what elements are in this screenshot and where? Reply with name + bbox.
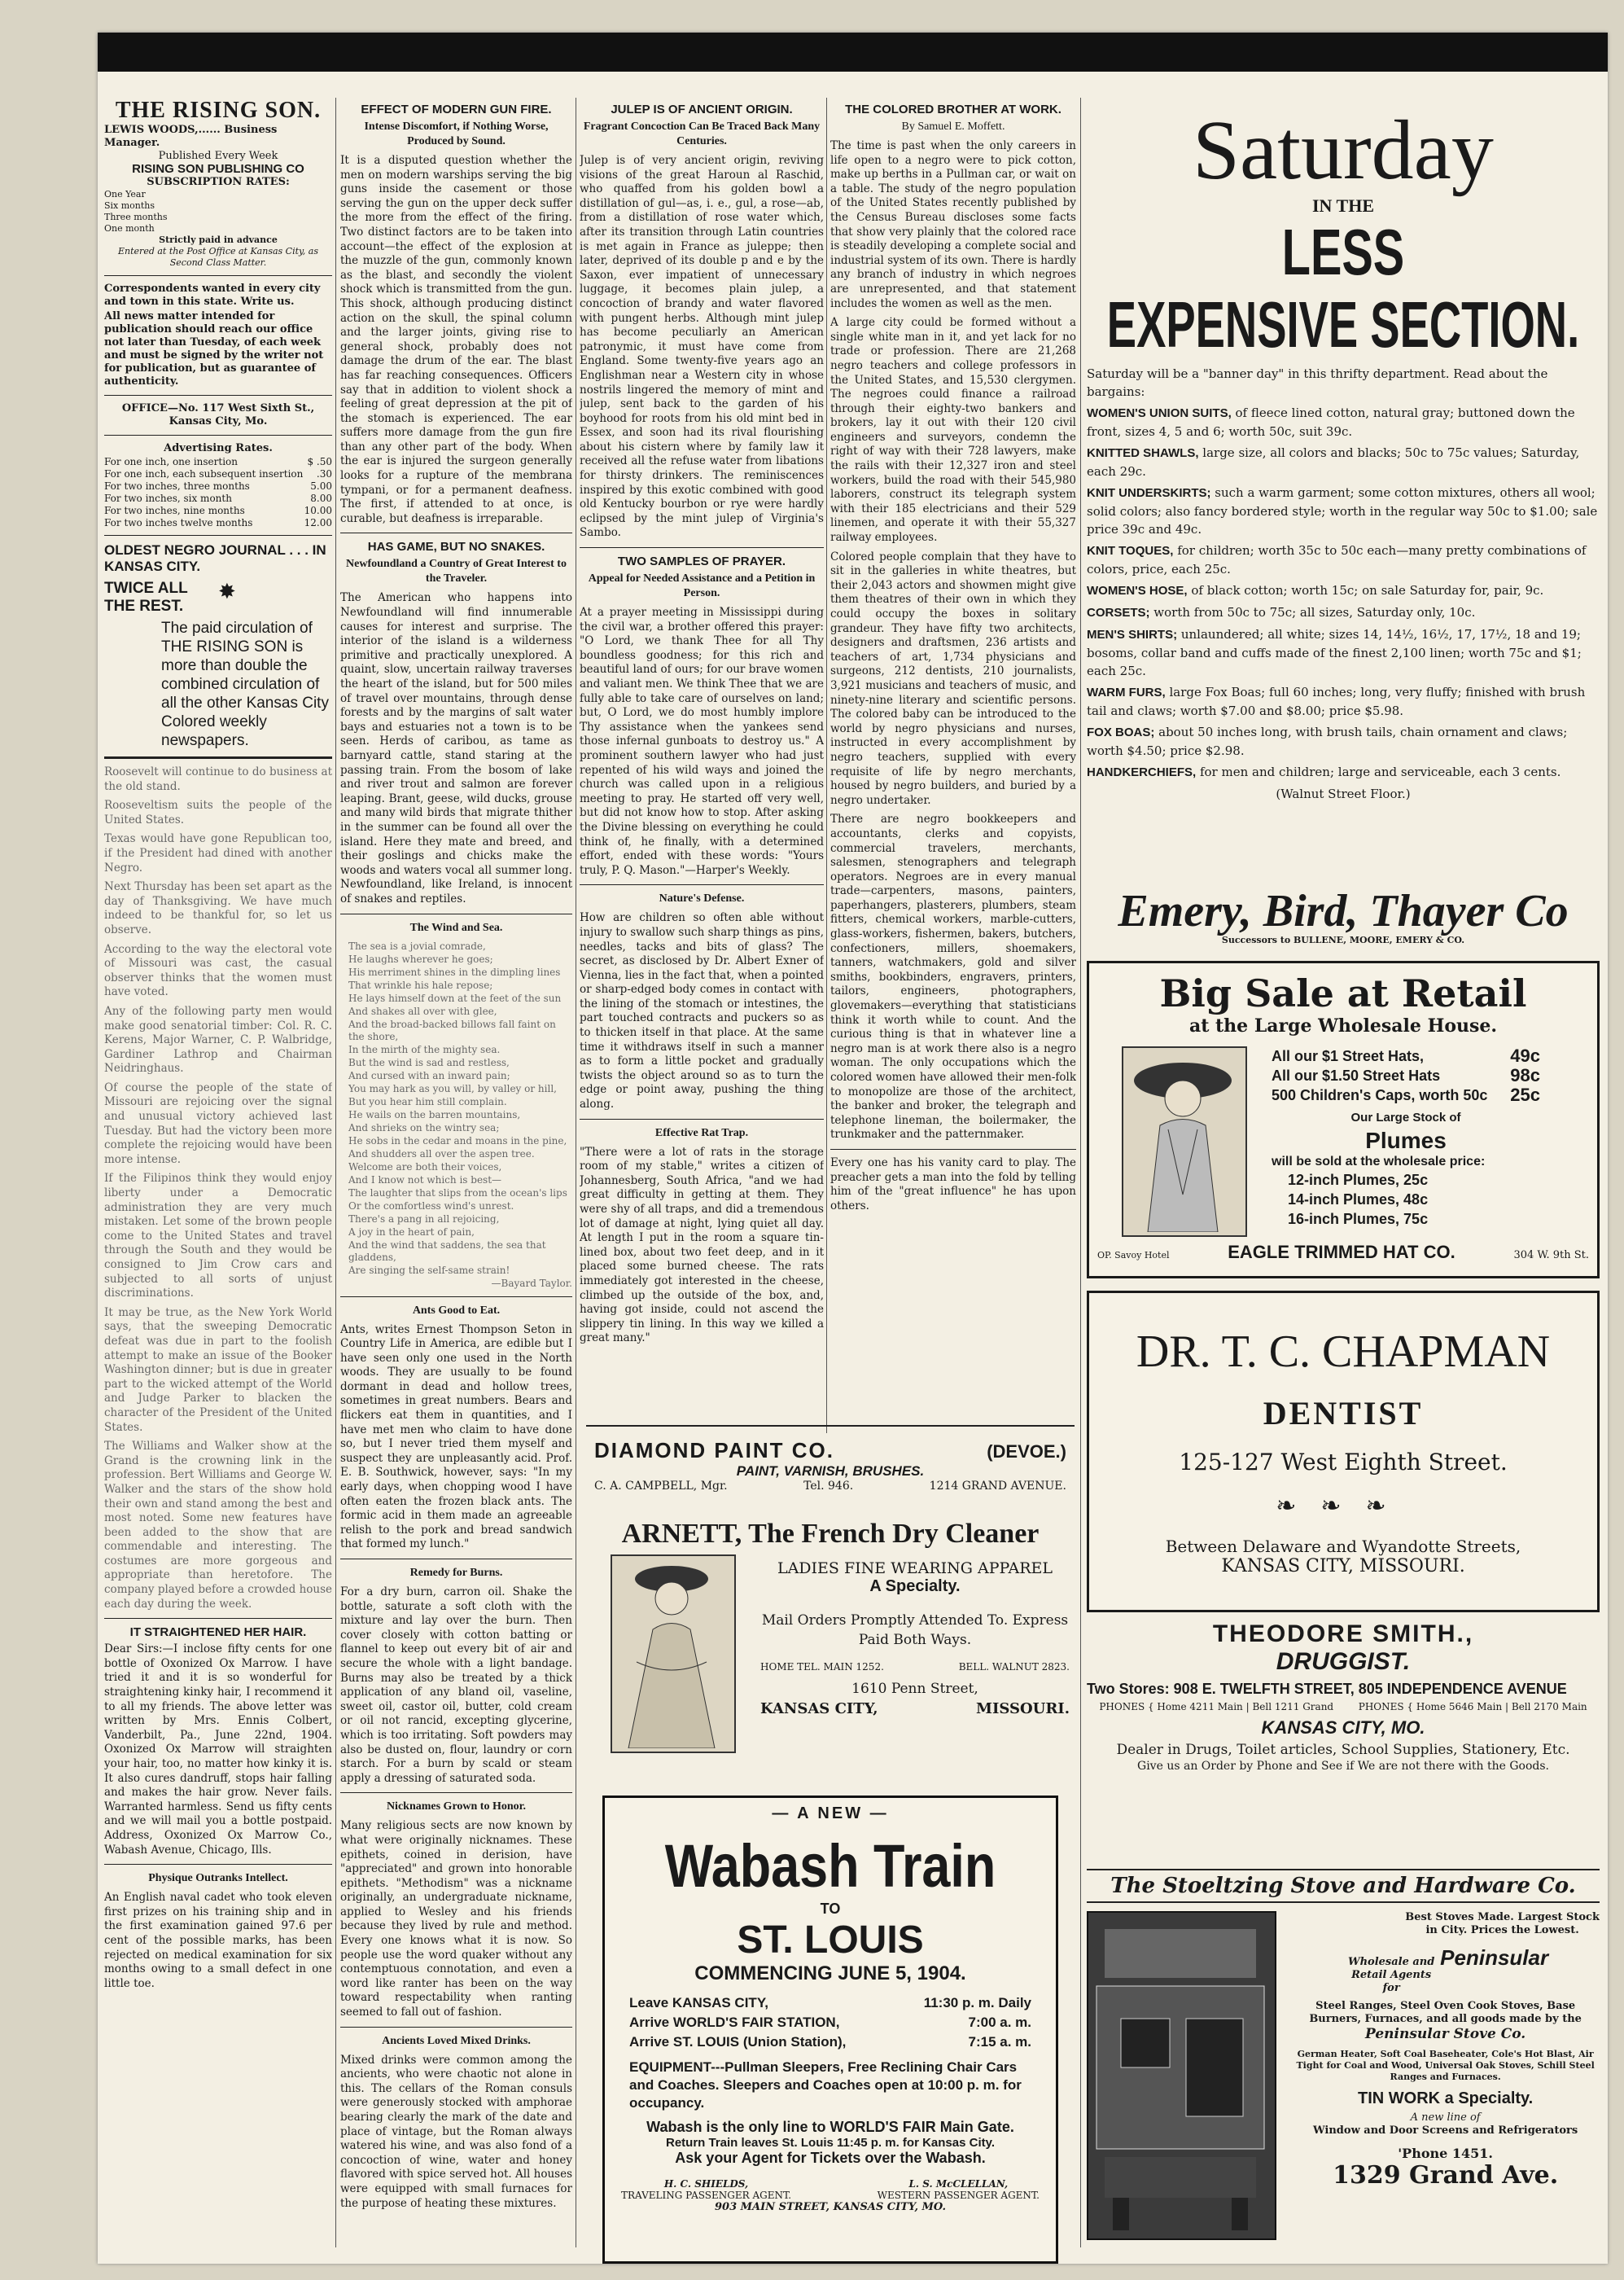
colored-brother-byline: By Samuel E. Moffett. <box>901 121 1005 133</box>
sale-item: KNIT UNDERSKIRTS; such a warm garment; some cotton mixtures, others all wool; solid colors; also fancy bordered style; worth in the regular way 50c to $1.00; sale price 39c and 49c. <box>1087 485 1598 537</box>
stove-heaters: German Heater, Soft Coal Baseheater, Cole's Hot Blast, Air Tight for Coal and Wood, Universal Oak Stoves, Schill Steel Ranges and Furnaces. <box>1296 2049 1595 2082</box>
sale-item: WARM FURS, large Fox Boas; full 60 inches; long, very fluffy; finished with brush tail and claws; worth $7.00 and $8.00; price $5.98. <box>1087 685 1586 718</box>
column-rule <box>1080 98 1081 2247</box>
adv-rates <box>104 456 332 528</box>
arnett-home-tel: HOME TEL. MAIN 1252. <box>760 1661 884 1673</box>
expensive-section-heading: EXPENSIVE SECTION. <box>1106 288 1580 361</box>
chapman-name: DR. T. C. CHAPMAN <box>1136 1326 1551 1377</box>
editorial-para: Of course the people of the state of Missouri are rejoicing over the signal and unusual victory achieved last Tuesday. But had the victory been more complete the rejoicing would have been more intense. <box>104 1081 332 1166</box>
eagle-hat-co: EAGLE TRIMMED HAT CO. <box>1228 1242 1455 1262</box>
saturday-sale-ad <box>1087 98 1600 879</box>
adv-heading: Advertising Rates. <box>164 442 273 454</box>
theodore-phones-2: PHONES { Home 5646 Main | Bell 2170 Main <box>1358 1701 1587 1712</box>
adv-rate-row: For two inches twelve months 12.00 <box>104 517 332 528</box>
rat-title: Effective Rat Trap. <box>654 1126 749 1139</box>
sale-item: FOX BOAS; about 50 inches long, with brush tails, chain ornament and claws; worth $4.50; price $2.98. <box>1087 725 1568 758</box>
nick-text: Many religious sects are now known by what were originally nicknames. These epithets, coined in derision, have "appreciated" and grown into honorable epithets. "Methodism" was a nickname originally, an undergraduate nickname, applied to Wesley and his friends because they lived by rule and method. Every one knows what it is now. So people use the word quaker without any contemptuous connotation, and even a word like ranter has been on the way toward respectability when ranting seemed to fall out of fashion. <box>340 1819 572 2019</box>
sale-item: CORSETS; worth from 50c to 75c; all sizes, Saturday only, 10c. <box>1087 605 1476 620</box>
plume-price: 12-inch Plumes, 25c <box>1288 1172 1429 1188</box>
less-heading: LESS <box>1281 216 1405 288</box>
prayer-text: At a prayer meeting in Mississippi during the civil war, a brother offered this prayer: "O Lord, we thank Thee for all Thy boundless goodness; for this rich and beautiful land of ours; for our brave women and valiant men. We think Thee that we are fully able to take care of ourselves on land; but, O Lord, we do most humbly implore Thy assistance when the yankees send those infernal gunboats to destroy us." A prominent southern lawyer who had just repented of his wild ways and joined the church was called upon in a religious meeting to pray. He started off very well, but did not know how to stop. After asking the Divine blessing on everything he could think of, he finally, with a determined effort, ended with these words: "Yours truly, P. Q. Mason."—Harper's Weekly. <box>580 606 824 877</box>
editorial-para: Rooseveltism suits the people of the United States. <box>104 799 332 826</box>
arnett-dry-cleaner-ad <box>586 1519 1075 1787</box>
emery-bird-thayer-logo <box>1087 888 1600 953</box>
column-3 <box>580 98 824 1441</box>
stoeltzing-stove-ad <box>1087 1869 1600 2264</box>
arnett-lady-illustration <box>611 1554 736 1753</box>
julep-title: JULEP IS OF ANCIENT ORIGIN. <box>611 103 793 116</box>
tin-work: TIN WORK a Specialty. <box>1358 2089 1534 2107</box>
oldest-journal: OLDEST NEGRO JOURNAL . . . IN KANSAS CITY. <box>104 542 326 574</box>
editorial-para: If the Filipinos think they would enjoy liberty under a Democratic administration they are very much mistaken. Let some of the brown people come to the United States and travel through the South and they would be consigned to Jim Crow cars and subjected to all sorts of unjust discriminations. <box>104 1172 332 1300</box>
nature-title: Nature's Defense. <box>659 892 745 905</box>
gun-subtitle: Intense Discomfort, if Nothing Worse, Produced by Sound. <box>364 121 549 147</box>
adv-rate-row: For one inch, each subsequent insertion .30 <box>104 468 332 480</box>
nick-title: Nicknames Grown to Honor. <box>386 1800 527 1813</box>
agent2-title: WESTERN PASSENGER AGENT. <box>877 2190 1040 2201</box>
chapman-title: DENTIST <box>1263 1395 1424 1432</box>
theodore-dealer: Dealer in Drugs, Toilet articles, School Supplies, Stationery, Etc. <box>1116 1742 1570 1758</box>
wholesale-note: will be sold at the wholesale price: <box>1272 1155 1486 1168</box>
article-para: The time is past when the only careers in life open to a negro were to pick cotton, make up berths in a Pullman car, or wait on a table. The study of the negro population of the United States recently published by the Census Bureau discloses some facts that show very plainly that the colored race is steadily developing a complete social and industrial system of its own. There is hardly any branch of industry in which negroes are unrepresented, and that statement includes the women as well as the men. <box>830 139 1076 310</box>
plume-price: 14-inch Plumes, 48c <box>1288 1191 1429 1208</box>
sale-item: KNIT TOQUES, for children; worth 35c to 50c each—many pretty combinations of colors, price, each 25c. <box>1087 543 1587 577</box>
julep-text: Julep is of very ancient origin, reviving visions of the great Haroun al Raschid, who quaffed from his golden bowl a distillation of gul—as, i. e., gul, a rose—ab, from a distillation of rose water which, after its transition through Latin countries is met again in France as juleppe; then later, deprived of its double p and e by the Saxon, ever impatient of unnecessary luggage, it becomes plain julep, a concoction of brandy and water flavored with pungent herbs. Although mint julep has become peculiarly an American patronymic, it must have come from England. Some twenty-five years ago an Englishman near a Western city in whose nostrils lingered the memory of mint and julep, sent back to the garden of his boyhood for roots from his old mint bed in Essex, and soon had its rival flourishing about his cistern where by family law it received all the refuse water from libations for thirsty drinkers. The reminiscences inspired by this exotic combined with good old Kentucky bourbon or rye were hardly eclipsed by the mint julep of Virginia's Sambo. <box>580 154 824 540</box>
arnett-line1: LADIES FINE WEARING APPAREL <box>777 1559 1053 1577</box>
snakes-subtitle: Newfoundland a Country of Great Interest to the Traveler. <box>346 558 567 585</box>
editorial-para: Any of the following party men would make good senatorial timber: Col. R. C. Kerens, Major Warner, C. P. Walbridge, Gardiner Lathrop and Chairman Neidringhaus. <box>104 1004 332 1076</box>
stove-address: 1329 Grand Ave. <box>1333 2161 1559 2190</box>
arnett-state: MISSOURI. <box>976 1700 1070 1717</box>
diamond-mgr: C. A. CAMPBELL, Mgr. <box>594 1480 728 1493</box>
wabash-title: Wabash Train <box>664 1832 996 1900</box>
article-para: Every one has his vanity card to play. The preacher gets a man into the fold by telling him of the "great influence" he has upon others. <box>830 1155 1076 1212</box>
drinks-title: Ancients Loved Mixed Drinks. <box>382 2034 531 2047</box>
stove-new: A new line of <box>1410 2111 1481 2124</box>
agent2-name: L. S. McCLELLAN, <box>908 2178 1009 2190</box>
wabash-ask: Ask your Agent for Tickets over the Wabash. <box>675 2150 986 2166</box>
masthead-manager: LEWIS WOODS,...... Business Manager. <box>104 124 278 149</box>
nature-text: How are children so often able without injury to swallow such sharp things as pins, needles, tacks and bits of glass? The secret, as disclosed by Dr. Albert Exner of Vienna, lies in the fact that, when a pointed or sharp-edged body comes in contact with the lining of the stomach or intestines, the part touched contracts and puckers so as to thicken itself in that place. At the same time it withdraws itself in such a manner as to form a little pocket and gradually twists the object around so as to turn the edge or point away, pushing the thing along. <box>580 911 824 1112</box>
julep-subtitle: Fragrant Concoction Can Be Traced Back Many Centuries. <box>583 121 821 147</box>
adv-rate-row: For one inch, one insertion $ .50 <box>104 456 332 467</box>
diamond-devoe: (DEVOE.) <box>987 1441 1066 1462</box>
wabash-dest: ST. LOUIS <box>737 1918 924 1962</box>
saturday-intro: Saturday will be a "banner day" in this thrifty department. Read about the bargains: <box>1087 366 1548 399</box>
stove-title: The Stoeltzing Stove and Hardware Co. <box>1087 1869 1600 1903</box>
chapman-address: 125-127 West Eighth Street. <box>1179 1449 1508 1475</box>
theodore-order: Give us an Order by Phone and See if We are not there with the Goods. <box>1137 1760 1549 1773</box>
theodore-name: THEODORE SMITH., <box>1212 1620 1474 1647</box>
gun-text: It is a disputed question whether the men on modern warships serving the big guns inside the casement or those serving the gun on the upper deck suffer the more from the effect of the firing. Two distinct factors are to be taken into account—the effect of the explosion at the muzzle of the gun, commonly known as the blast, and secondly the violent shock which is transmitted from the gun. This shock, although producing distinct action on the skull, the spinal column and the larger joints, giving rise to general shock, probably does not damage the drum of the ear. The blast has far reaching consequences. Officers say that in addition to violent shock a feeling of great depression at the pit of the stomach is experienced. The ear suffers more damage from the gun fire than any other part of the body. When the ear is injured the surgeon generally looks for a rupture of the membrana tympani, or for a permanent deafness. The first, if attended to at once, is curable, but deafness is irreparable. <box>340 154 572 525</box>
arnett-bell-tel: BELL. WALNUT 2823. <box>958 1661 1070 1673</box>
wabash-return: Return Train leaves St. Louis 11:45 p. m. for Kansas City. <box>665 2136 996 2150</box>
arnett-city: KANSAS CITY, <box>760 1700 878 1717</box>
masthead-published: Published Every Week <box>158 150 278 162</box>
wind-title: The Wind and Sea. <box>409 921 503 934</box>
adv-rate-row: For two inches, six month 8.00 <box>104 493 332 504</box>
arnett-mail: Mail Orders Promptly Attended To. Express Paid Both Ways. <box>761 1612 1069 1648</box>
arnett-title: ARNETT, The French Dry Cleaner <box>621 1519 1040 1549</box>
theodore-city: KANSAS CITY, MO. <box>1261 1717 1425 1738</box>
hat-price-line: 500 Children's Caps, worth 50c 25c <box>1272 1085 1540 1105</box>
plume-price: 16-inch Plumes, 75c <box>1288 1211 1429 1227</box>
article-para: There are negro bookkeepers and accountants, clerks and copyists, commercial travelers, merchants, salesmen, stenographers and telegraph operators. Negroes are in every manual trade—carpenters, masons, painters, paperhangers, plasterers, plumbers, steam fitters, chemical workers, marble-cutters, glass-workers, fishermen, bakers, butchers, confectioners, millers, shoemakers, tanners, watchmakers, gold and silver smiths, bookbinders, engravers, printers, tailors, engineers, photographers, glovemakers—everything that statisticians think it worth while to count. And the curious thing is that in whatever line a negro man is at work there also is a negro woman. The only occupations which the colored women have allowed their men-folk to monopolize are those of the architect, the banker and broker, the telegraph and telephone lineman, the boilermaker, the trunkmaker and the patternmaker. <box>830 813 1076 1142</box>
schedule-row: Leave KANSAS CITY, 11:30 p. m. Daily <box>629 1995 1031 2010</box>
stock-label: Our Large Stock of <box>1350 1111 1461 1125</box>
editorial-para: Texas would have gone Republican too, if the President had dined with another Negro. <box>104 832 332 875</box>
sale-item: WOMEN'S HOSE, of black cotton; worth 15c; on sale Saturday for, pair, 9c. <box>1087 583 1544 598</box>
adv-rate-row: For two inches, nine months 10.00 <box>104 505 332 516</box>
masthead-publisher: RISING SON PUBLISHING CO <box>132 162 304 176</box>
masthead-title: THE RISING SON. <box>115 98 322 123</box>
editorial-para: According to the way the electoral vote of Missouri was cast, the casual observer thinks that the women must have voted. <box>104 942 332 999</box>
column-4 <box>830 98 1076 1441</box>
news-note: All news matter intended for publication should reach our office not later than Tuesday, of each week and must be signed by the writer not for publication, but as guarantee of authenticity. <box>104 310 324 388</box>
wabash-train-ad <box>602 1796 1058 2264</box>
diamond-address: 1214 GRAND AVENUE. <box>929 1480 1066 1493</box>
theodore-smith-ad <box>1087 1620 1600 1865</box>
in-the-label: IN THE <box>1311 195 1374 216</box>
snakes-title: HAS GAME, BUT NO SNAKES. <box>367 540 545 555</box>
opp-savoy: OP. Savoy Hotel <box>1097 1250 1170 1261</box>
colored-brother-title: THE COLORED BROTHER AT WORK. <box>845 103 1062 116</box>
physique-text: An English naval cadet who took eleven first prizes on his training ship and in the first examination gained 97.6 per cent of the possible marks, has been rejected on medical examination for six months owing to a small defect in one little toe. <box>104 1891 332 1990</box>
burns-text: For a dry burn, carron oil. Shake the bottle, saturate a soft cloth with the mixture and lay over the burn. Then cover closely with cotton batting or flannel to keep out every bit of air and secure the whole with a light bandage. Burns may also be treated by a thick application of any bland oil, vaseline, sweet oil, castor oil, butter, cold cream or oil not rancid, excepting glycerine, which is too irritating. Soft powders may also be dusted on, flour, laundry or corn starch. For a burn by scald or steam apply a dressing of saturated soda. <box>340 1585 572 1785</box>
arnett-address: 1610 Penn Street, <box>851 1681 978 1697</box>
stove-illustration <box>1087 1911 1276 2240</box>
chapman-between: Between Delaware and Wyandotte Streets, <box>1165 1537 1521 1556</box>
column-rule <box>826 98 827 1433</box>
wabash-only: Wabash is the only line to WORLD'S FAIR Main Gate. <box>646 2119 1014 2135</box>
big-sale-title: Big Sale at Retail <box>1159 971 1527 1015</box>
wabash-commencing: COMMENCING JUNE 5, 1904. <box>694 1962 966 1984</box>
emery-logo-text: Emery, Bird, Thayer Co <box>1118 888 1569 936</box>
top-border <box>98 33 1608 72</box>
saturday-heading: Saturday <box>1193 103 1494 197</box>
sale-item: KNITTED SHAWLS, large size, all colors and blacks; 50c to 75c values; Saturday, each 29c. <box>1087 445 1580 479</box>
sub-rate: Three months <box>104 212 168 222</box>
hat-price-line: All our $1 Street Hats, 49c <box>1272 1046 1540 1066</box>
schedule-row: Arrive ST. LOUIS (Union Station), 7:15 a. m. <box>629 2034 1031 2050</box>
wind-poem: The sea is a jovial comrade, He laughs wherever he goes; His merriment shines in the dimpling lines That wrinkle his hale repose; He lays himself down at the feet of the sun And shakes all over with glee, And the broad-backed billows fall faint on the shore, In the mirth of the mighty sea. But the wind is sad and restless, And cursed with an inward pain; You may hark as you will, by valley or hill, But you hear him still complain. He wails on the barren mountains, And shrieks on the wintry sea; He sobs in the cedar and moans in the pine, And shudders all over the aspen tree. Welcome are both their voices, And I know not which is best— The laughter that slips from the ocean's lips Or the comfortless wind's unrest. There's a pang in all rejoicing, A joy in the heart of pain, And the wind that saddens, the sea that gladdens, Are singing the self-same strain! —Bayard Taylor. <box>348 940 572 1289</box>
editorial-para: Roosevelt will continue to do business at the old stand. <box>104 765 332 793</box>
big-sale-sub: at the Large Wholesale House. <box>1188 1015 1498 1037</box>
stove-phone: 'Phone 1451. <box>1398 2146 1493 2161</box>
wabash-office: 903 MAIN STREET, KANSAS CITY, MO. <box>715 2201 946 2213</box>
sub-rate: One Year <box>104 189 146 200</box>
paid-circulation: The paid circulation of THE RISING SON is more than double the combined circulation of all the other Kansas City Colored weekly newspapers. <box>161 620 329 749</box>
hair-text: Dear Sirs:—I inclose fifty cents for one bottle of Oxonized Ox Marrow. I have tried it and it is so wonderful for straightening kinky hair, I recommend it to all my friends. The above letter was written by Mrs. Ennis Colbert, Vanderbilt, Pa., June 22nd, 1904. Oxonized Ox Marrow will straighten your hair, too, no matter how kinky it is. It also cures dandruff, stops hair falling and makes the hair grow. Never fails. Warranted harmless. Send us fifty cents and we will mail you a bottle postpaid. Address, Oxonized Ox Marrow Co., Wabash Avenue, Chicago, Ills. <box>104 1642 332 1857</box>
schedule-row: Arrive WORLD'S FAIR STATION, 7:00 a. m. <box>629 2015 1031 2030</box>
plumes-label: Plumes <box>1365 1128 1447 1153</box>
ants-title: Ants Good to Eat. <box>412 1304 501 1317</box>
sub-rates-list <box>104 189 332 235</box>
ornament-icon: ❧❧❧ <box>1276 1492 1411 1520</box>
adv-rate-row: For two inches, three months 5.00 <box>104 480 332 492</box>
entered-note: Entered at the Post Office at Kansas City, as Second Class Matter. <box>118 246 318 268</box>
lady-illustration <box>1122 1046 1247 1237</box>
stove-brand: Peninsular <box>1440 1945 1549 1970</box>
article-para: A large city could be formed without a single white man in it, and yet lack for no trade or profession. There are 21,268 negro teachers and college professors in the United States, and 15,530 clergymen. The negroes could finance a railroad through their eighty-two bankers and brokers, lay it out with their 120 civil engineers and surveyors, condemn the right of way with their 728 lawyers, make the rails with their 12,327 iron and steel workers, build the road with their 545,980 laborers, construct its telegraph system with their 185 electricians and their 529 linemen, and operate it with their 55,327 railway employees. <box>830 316 1076 545</box>
stove-screens: Window and Door Screens and Refrigerators <box>1313 2124 1578 2137</box>
article-para: Colored people complain that they have to sit in the galleries in white theatres, but their 2,043 actors and showmen might give them theatres of their own in which they could occupy the boxes in solitary grandeur. They have fifty two architects, designers and draftsmen, 236 artists and teachers of art, 1,734 physicians and surgeons, 212 dentists, 210 journalists, 3,921 musicians and teachers of music, and ninety-nine literary and scientific persons. The colored baby can be introduced to the world by negro physicians and nurses, instructed in every accomplishment by negro teachers, supplied with every requisite of life by negro merchants, housed by negro builders, and buried by a negro undertaker. <box>830 550 1076 807</box>
advance-note: Strictly paid in advance <box>159 235 278 245</box>
drinks-text: Mixed drinks were common among the ancients, who were chaotic not alone in this. The cellars of the Roman consuls were generously stocked with amphorae bearing clearly the mark of the date and place of vintage, but the Roman always watered his wine, and was also fond of a concoction of wine, water and honey flavored with spice served hot. All houses were equipped with small furnaces for the purpose of heating these mixtures. <box>340 2053 572 2210</box>
burns-title: Remedy for Burns. <box>409 1567 503 1579</box>
star-icon: ✸ <box>218 580 236 604</box>
eagle-address: 304 W. 9th St. <box>1513 1249 1589 1261</box>
chapman-dentist-ad <box>1087 1291 1600 1612</box>
rat-text: "There were a lot of rats in the storage room of my stable," writes a citizen of Johannesberg, South Africa, "and we had great difficulty in getting at them. They were shy of all traps, and did a tremendous lot of damage at night, lying quiet all day. At length I put in the room a square tin-lined box, about two feet deep, and in it placed some burned cheese. The rats immediately got interested in the cheese, climbed up the outside of the box, and, having got inside, could not ascend the slippery tin lining. In this way we killed a great many." <box>580 1145 824 1345</box>
agent1-name: H. C. SHIELDS, <box>663 2178 749 2190</box>
arnett-line2: A Specialty. <box>869 1577 961 1595</box>
diamond-name: DIAMOND PAINT CO. <box>594 1438 834 1462</box>
diamond-tagline: PAINT, VARNISH, BRUSHES. <box>736 1463 925 1479</box>
emery-successors: Successors to BULLENE, MOORE, EMERY & CO. <box>1221 935 1465 945</box>
stove-agents: Wholesale and Retail Agents for <box>1347 1956 1435 1994</box>
theodore-stores: Two Stores: 908 E. TWELFTH STREET, 805 INDEPENDENCE AVENUE <box>1087 1681 1567 1697</box>
chapman-city: KANSAS CITY, MISSOURI. <box>1221 1556 1465 1576</box>
theodore-title: DRUGGIST. <box>1276 1648 1411 1675</box>
prayer-title: TWO SAMPLES OF PRAYER. <box>617 555 786 569</box>
sub-rate: Six months <box>104 200 155 211</box>
ants-text: Ants, writes Ernest Thompson Seton in Country Life in America, are edible but I have seen only one used in the North woods. They are usually to be found dormant in dead and hollow trees, sometimes in great numbers. Bears and flickers eat them in quantities, and I have met men who claim to have done so, but I never tried them myself and suspect they are unpleasantly acid. Prof. E. B. Southwick, however, says: "In my early days, when chopping wood I have often eaten the frozen black ants. The formic acid in them made an agreeable relish to the pork and bread sandwich that formed my lunch." <box>340 1322 572 1551</box>
sale-item: HANDKERCHIEFS, for men and children; large and serviceable, each 3 cents. <box>1087 765 1561 779</box>
sub-rate: One month <box>104 223 155 234</box>
stove-ranges: Steel Ranges, Steel Oven Cook Stoves, Base Burners, Furnaces, and all goods made by the <box>1309 2000 1582 2025</box>
floor-note: (Walnut Street Floor.) <box>1276 787 1411 801</box>
prayer-subtitle: Appeal for Needed Assistance and a Petition in Person. <box>588 572 816 600</box>
physique-title: Physique Outranks Intellect. <box>148 1872 288 1885</box>
sub-rates-heading: SUBSCRIPTION RATES: <box>147 176 290 188</box>
gun-title: EFFECT OF MODERN GUN FIRE. <box>361 103 552 116</box>
wabash-anew: — A NEW — <box>772 1804 889 1822</box>
column-1 <box>104 98 332 2247</box>
wabash-equipment: EQUIPMENT---Pullman Sleepers, Free Reclining Chair Cars and Coaches. Sleepers and Coaches open at 10:00 p. m. for occupancy. <box>629 2059 1022 2111</box>
snakes-text: The American who happens into Newfoundland will find innumerable causes for interest and surprise. The interior of the island is a wilderness primitive and practically unexplored. A quaint, slow, uncertain railway traverses the heart of the island, but for 500 miles of travel over mountains, through dense forests and by the margins of salt water bays and estuaries not a town is to be seen. Herds of caribou, as tame as barnyard cattle, stand staring at the passing train. From the bosom of lake and river trout and salmon are forever leaping. Brant, geese, wild ducks, grouse and many wild birds that migrate thither in the summer can be found all over the island. Here they mate and breed, and their goslings and chicks make the woods and waters vocal all summer long. Newfoundland, like Ireland, is innocent of snakes and reptiles. <box>340 591 572 905</box>
hat-price-line: All our $1.50 Street Hats 98c <box>1272 1065 1540 1085</box>
diamond-tel: Tel. 946. <box>803 1480 854 1493</box>
editorial-para: It may be true, as the New York World says, that the sweeping Democratic defeat was due in part to the foolish attempt to make an issue of the Booker Washington dinner; but is due in greater part to the wicked attempt of the World and Judge Parker to blacken the character of the President of the United States. <box>104 1305 332 1434</box>
sale-item: WOMEN'S UNION SUITS, of fleece lined cotton, natural gray; buttoned down the front, sizes 4, 5 and 6; worth 50c, suit 39c. <box>1087 406 1575 439</box>
diamond-paint-ad <box>586 1425 1075 1506</box>
newspaper-page <box>98 33 1608 2264</box>
big-sale-ad <box>1087 961 1600 1278</box>
sale-item: MEN'S SHIRTS; unlaundered; all white; sizes 14, 14½, 16½, 17, 17½, 18 and 19; bosoms, collar band and cuffs made of the finest 2,100 linen; worth 75c and $1; each 25c. <box>1087 627 1582 678</box>
editorial-para: Next Thursday has been set apart as the day of Thanksgiving. We have much indeed to be thankful for, so let us observe. <box>104 880 332 936</box>
editorial-para: The Williams and Walker show at the Grand is the crowning link in the profession. Bert Williams and George W. Walker and the stars of the show hold their own and stand among the best and most noted. Some new features have been added to the show that are commendable and interesting. The costumes are more gorgeous and appropriate than heretofore. The company played before a crowded house each day during the week. <box>104 1440 332 1611</box>
hair-title: IT STRAIGHTENED HER HAIR. <box>129 1625 307 1640</box>
correspondents: Correspondents wanted in every city and town in this state. Write us. <box>104 283 321 308</box>
stove-company: Peninsular Stove Co. <box>1365 2026 1526 2042</box>
stove-best: Best Stoves Made. Largest Stock in City. Prices the Lowest. <box>1405 1911 1600 1936</box>
column-2 <box>340 98 572 2247</box>
column-rule <box>335 98 336 2247</box>
theodore-phones-1: PHONES { Home 4211 Main | Bell 1211 Grand <box>1099 1701 1334 1712</box>
twice-all: TWICE ALL THE REST. <box>104 580 188 615</box>
agent1-title: TRAVELING PASSENGER AGENT. <box>621 2190 792 2201</box>
office-address: OFFICE—No. 117 West Sixth St., Kansas City, Mo. <box>121 402 315 428</box>
wabash-to: TO <box>820 1901 841 1917</box>
